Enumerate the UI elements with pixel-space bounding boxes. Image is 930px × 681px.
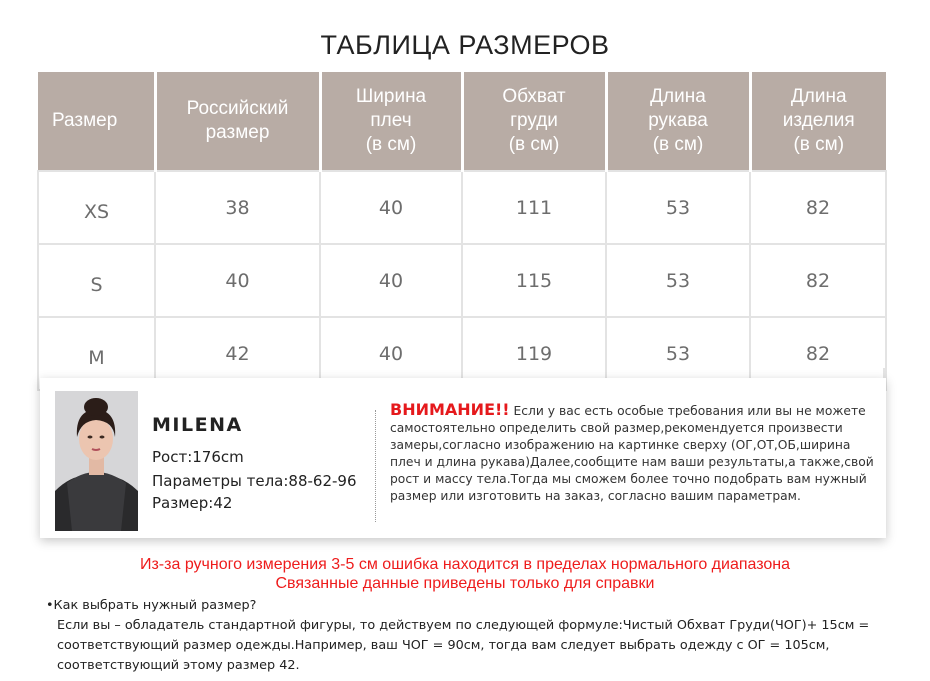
table-continuation [37,368,885,378]
table-cell: 53 [606,244,750,317]
column-header-line: (в см) [508,134,560,155]
model-name: MILENA [152,414,243,436]
table-cell: 40 [320,171,462,244]
model-size: Размер:42 [152,494,233,512]
how-to-choose-section [46,596,906,676]
table-row [38,171,886,244]
attention-text: Если у вас есть особые требования или вы не можете самостоятельно определить свой размер,рекомендуется произвести замеры,согласно изображению на картинке сверху (ОГ,ОТ,ОБ,ширина плеч и длина рукава)Далее,сообщите нам ваши результаты,а также,свой рост и массу тела.Тогда мы сможем более точно подобрать вам нужный размер или изготовить на заказ, согласно вашим параметрам. [390,404,874,503]
column-header [750,72,886,171]
table-cell: 82 [750,171,886,244]
column-header-line: Размер [52,110,118,131]
attention-notice [390,401,880,505]
attention-label: ВНИМАНИЕ!! [390,400,510,419]
model-body-params: Параметры тела:88-62-96 [152,472,357,490]
table-cell: 82 [750,317,886,390]
model-info-card [40,378,886,538]
table-cell: 82 [750,244,886,317]
column-header-line: груди [510,110,558,131]
size-table-body [38,171,886,390]
column-header-line: Длина [650,86,706,107]
table-cell: 119 [462,317,606,390]
column-header-line: изделия [782,110,855,131]
size-label-cell: XS [38,171,155,244]
model-height: Рост:176cm [152,448,244,466]
size-table [37,72,887,391]
size-table-header [38,72,886,171]
size-label-cell: S [38,244,155,317]
table-cell: 53 [606,317,750,390]
table-row [38,244,886,317]
column-header-line: Обхват [502,86,566,107]
reference-only-note: Связанные данные приведены только для справки [275,575,655,592]
how-to-body: Если вы – обладатель стандартной фигуры, то действуем по следующей формуле:Чистый Обхват Груди(ЧОГ)+ 15см = соответствующий размер одежды.Например, ваш ЧОГ = 90см, тогда вам следует выбрать одежду с ОГ = 105см, соответствующий этому размер 42. [57,618,870,673]
size-label-cell: M [38,317,155,390]
table-cell: 40 [320,317,462,390]
column-header-line: рукава [648,110,708,131]
table-cell: 40 [320,244,462,317]
table-cell: 40 [155,244,320,317]
column-header-line: плеч [370,110,412,131]
column-header-line: (в см) [652,134,704,155]
table-cell: 115 [462,244,606,317]
table-cell: 111 [462,171,606,244]
model-photo [55,391,138,531]
column-header-line: (в см) [793,134,845,155]
column-header [38,72,155,171]
table-cell: 38 [155,171,320,244]
column-header-line: (в см) [365,134,417,155]
column-header-line: Российский [186,98,289,119]
page-title: ТАБЛИЦА РАЗМЕРОВ [320,30,610,60]
column-header [320,72,462,171]
column-header-line: Длина [790,86,847,107]
column-header-line: Ширина [355,86,427,107]
column-header [155,72,320,171]
column-header [606,72,750,171]
table-cell: 42 [155,317,320,390]
column-header-line: размер [205,122,270,143]
measurement-error-note: Из-за ручного измерения 3-5 см ошибка находится в пределах нормального диапазона [139,556,791,573]
how-to-heading: •Как выбрать нужный размер? [46,598,257,613]
table-cell: 53 [606,171,750,244]
column-header [462,72,606,171]
card-divider [375,410,376,522]
